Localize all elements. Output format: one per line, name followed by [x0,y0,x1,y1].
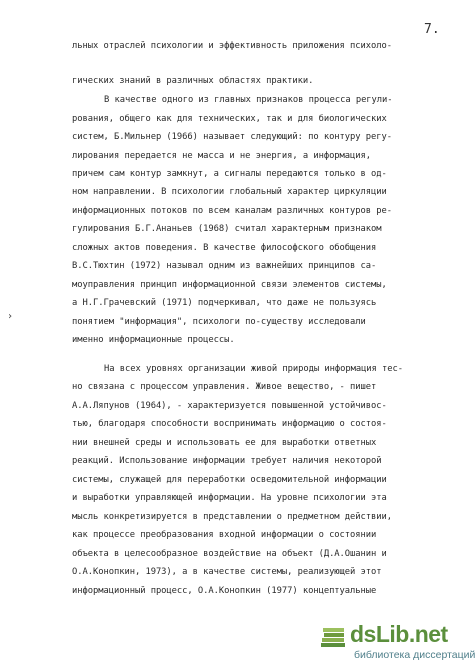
text-line: понятием "информация", психологи по-существу исследовали [72,317,366,327]
text-line: но связана с процессом управления. Живое вещество, - пишет [72,382,377,392]
text-line: как процессе преобразования входной информации о состоянии [72,530,377,540]
text-line: В.С.Тюхтин (1972) называл одним из важнейших принципов са- [72,261,377,271]
watermark-subtitle: библиотека диссертаций [354,649,475,661]
text-line: причем сам контур замкнут, а сигналы передаются только в од- [72,169,387,179]
text-line: ном направлении. В психологии глобальный характер циркуляции [72,187,387,197]
watermark-logo: dsLib.net [350,621,448,647]
text-line: реакций. Использование информации требует наличия некоторой [72,456,382,466]
text-line: объекта в целесообразное воздействие на объект (Д.А.Ошанин и [72,549,387,559]
text-line: систем, Б.Мильнер (1966) называет следующий: по контуру регу- [72,132,393,142]
text-line: тью, благодаря способности воспринимать информацию о состоя- [72,419,387,429]
text-line: именно информационные процессы. [72,335,235,345]
text-line: а Н.Г.Грачевский (1971) подчеркивал, что даже не пользуясь [72,298,377,308]
text-line: льных отраслей психологии и эффективность приложения психоло- [72,41,393,51]
text-line: моуправления принцип информационной связи элементов системы, [72,280,387,290]
text-line: нии внешней среды и использовать ее для выработки ответных [72,438,377,448]
text-line: лирования передается не масса и не энергия, а информация, [72,151,372,161]
text-line: информационных потоков по всем каналам различных контуров ре- [72,206,393,216]
text-line: На всех уровнях организации живой природы информация тес- [104,364,404,374]
book-stack-icon [320,624,348,650]
text-line: А.А.Ляпунов (1964), - характеризуется повышенной устойчивос- [72,401,387,411]
text-line: О.А.Конопкин, 1973), а в качестве системы, реализующей этот [72,567,382,577]
dslib-watermark[interactable] [320,620,475,668]
text-line: и выработки управляющей информации. На уровне психологии эта [72,493,387,503]
text-line: рования, общего как для технических, так и для биологических [72,114,387,124]
text-line: системы, служащей для переработки осведомительной информации [72,475,387,485]
text-line: сложных актов поведения. В качестве философского обобщения [72,243,377,253]
text-line: гических знаний в различных областях практики. [72,76,314,86]
text-line: В качестве одного из главных признаков процесса регули- [104,95,393,105]
text-line: мысль конкретизируется в представлении о предметном действии, [72,512,393,522]
page-number: 7. [424,22,440,37]
margin-mark: › [7,311,14,322]
text-line: информационный процесс, О.А.Конопкин (1977) концептуальные [72,586,377,596]
text-line: гулирования Б.Г.Ананьев (1968) считал характерным признаком [72,224,382,234]
